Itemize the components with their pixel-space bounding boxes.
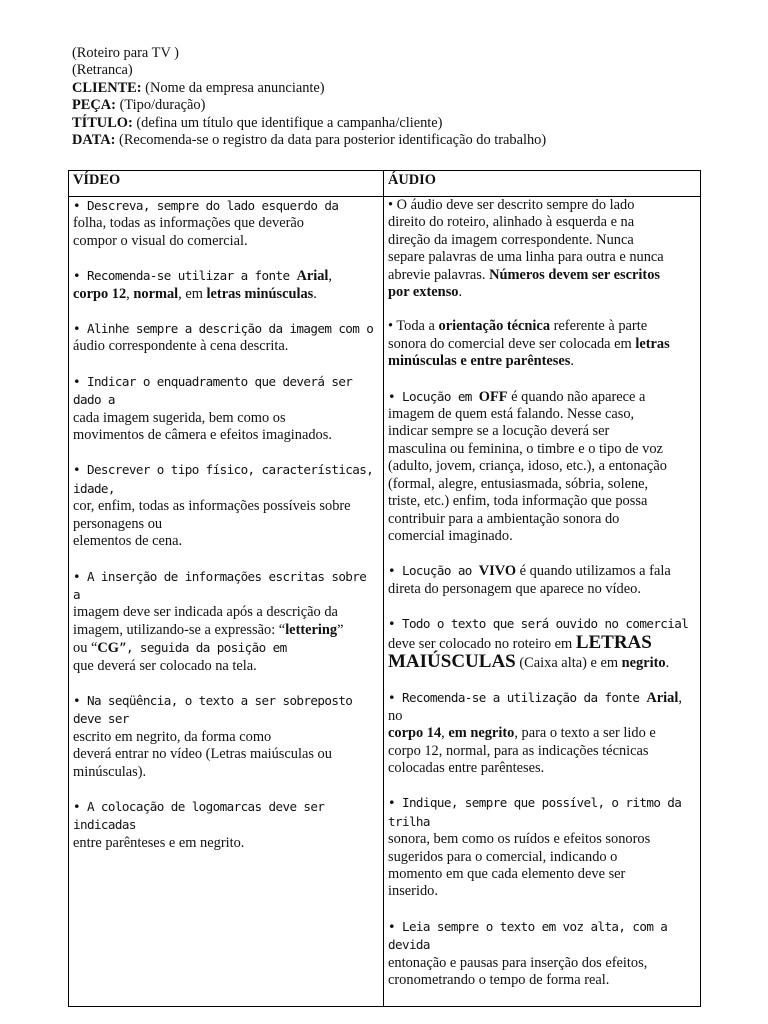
header-cliente — [72, 80, 712, 97]
video-instruction: • Indicar o enquadramento que deverá ser dado a cada imagem sugerida, bem como os movimentos de câmera e efeitos imaginados. — [73, 373, 353, 444]
audio-instruction: • O áudio deve ser descrito sempre do lado direito do roteiro, alinhado à esquerda e na direção da imagem correspondente. Nunca separe palavras de uma linha para outra e nunca abrevie palavras. Números devem ser escritos por extenso. — [388, 197, 664, 301]
audio-column — [384, 197, 701, 1007]
header-titulo — [72, 115, 712, 132]
data-label: DATA: — [72, 132, 116, 149]
video-instruction: • Recomenda-se utilizar a fonte Arial, corpo 12, normal, em letras minúsculas. — [73, 268, 333, 302]
peca-value: (Tipo/duração) — [115, 97, 206, 114]
titulo-label: TÍTULO: — [72, 114, 133, 131]
audio-instruction: • Indique, sempre que possível, o ritmo da trilha sonora, bem como os ruídos e efeitos sonoros sugeridos para o comercial, indicando o momento em que cada elemento deve ser inserido. — [388, 795, 682, 900]
audio-instruction: • Leia sempre o texto em voz alta, com a devida entonação e pausas para inserção dos efeitos, cronometrando o tempo de forma real. — [388, 918, 668, 989]
video-column — [69, 197, 384, 1007]
audio-instruction: • Locução em OFF é quando não aparece a imagem de quem está falando. Nesse caso, indicar sempre se a locução deverá ser masculina ou feminina, o timbre e o tipo de voz (adulto, jovem, criança, idoso, etc.), a entonação (formal, alegre, entusiasmada, sóbria, solene, triste, etc.) enfim, toda informação que possa contribuir para a ambientação sonora do comercial imaginado. — [388, 388, 667, 544]
cliente-value: (Nome da empresa anunciante) — [141, 79, 325, 96]
header-retranca: (Retranca) — [72, 62, 133, 79]
video-instruction: • A colocação de logomarcas deve ser indicadas entre parênteses e em negrito. — [73, 798, 325, 851]
peca-label: PEÇA: — [72, 97, 116, 114]
video-instruction: • Descreva, sempre do lado esquerdo da folha, todas as informações que deverão compor o visual do comercial. — [73, 198, 339, 249]
header-roteiro: (Roteiro para TV ) — [72, 45, 179, 61]
audio-column-header: ÁUDIO — [384, 171, 701, 197]
script-header — [72, 45, 712, 149]
titulo-value: (defina um título que identifique a campanha/cliente) — [132, 114, 443, 131]
video-instruction: • Alinhe sempre a descrição da imagem com o áudio correspondente à cena descrita. — [73, 321, 374, 355]
video-instruction: • Na seqüência, o texto a ser sobreposto deve ser escrito em negrito, da forma como deverá entrar no vídeo (Letras maiúsculas ou minúsculas). — [73, 692, 353, 780]
video-column-header: VÍDEO — [69, 171, 384, 197]
audio-instruction: • Recomenda-se a utilização da fonte Arial, no corpo 14, em negrito, para o texto a ser lido e corpo 12, normal, para as indicações técnicas colocadas entre parênteses. — [388, 690, 682, 776]
video-instruction: • A inserção de informações escritas sobre a imagem deve ser indicada após a descrição da imagem, utilizando-se a expressão: “lettering” ou “CG”, seguida da posição em que deverá ser colocado na tela. — [73, 568, 367, 674]
table-body-row — [69, 197, 701, 1007]
audio-instruction: • Locução ao VIVO é quando utilizamos a fala direta do personagem que aparece no vídeo. — [388, 563, 671, 597]
data-value: (Recomenda-se o registro da data para posterior identificação do trabalho) — [115, 132, 547, 149]
header-data — [72, 132, 712, 149]
cliente-label: CLIENTE: — [72, 79, 142, 96]
audio-instruction: • Toda a orientação técnica referente à parte sonora do comercial deve ser colocada em letras minúsculas e entre parênteses. — [388, 318, 670, 370]
script-table — [68, 170, 701, 1007]
audio-instruction: • Todo o texto que será ouvido no comercial deve ser colocado no roteiro em LETRAS MAIÚSCULAS (Caixa alta) e em negrito. — [388, 616, 689, 672]
video-instruction: • Descrever o tipo físico, características, idade, cor, enfim, todas as informações possíveis sobre personagens ou elementos de cena. — [73, 462, 374, 550]
header-peca — [72, 97, 712, 114]
table-header-row — [69, 171, 701, 197]
